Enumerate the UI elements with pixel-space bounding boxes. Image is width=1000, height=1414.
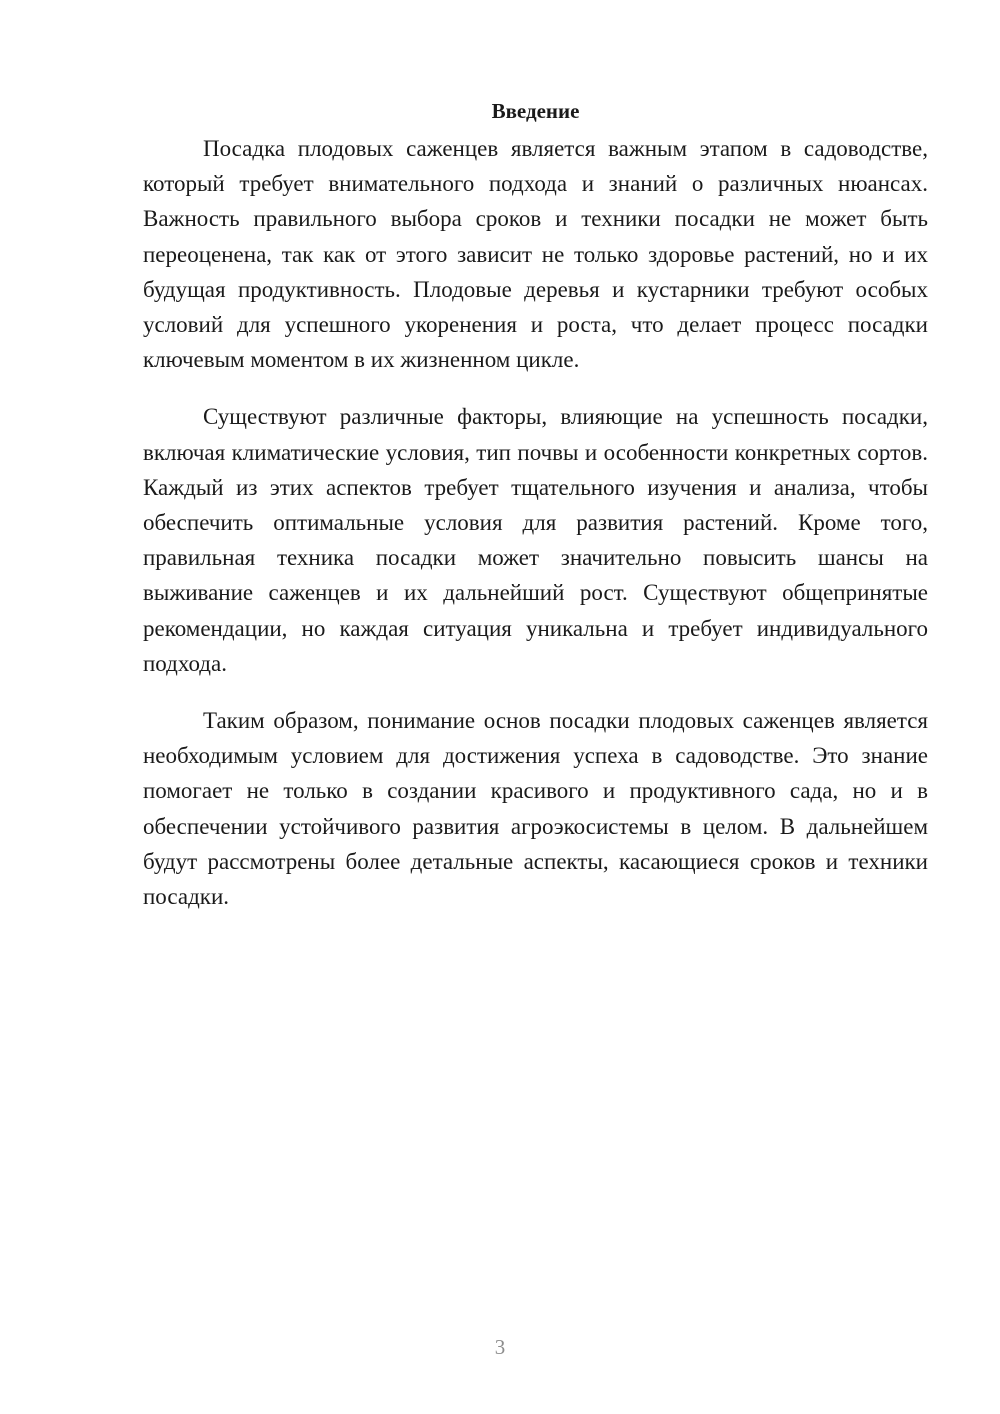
paragraph-2: Существуют различные факторы, влияющие на успешность посадки, включая климатические условия, тип почвы и особенности конкретных сортов. Каждый из этих аспектов требует тщательного изучения и анализа, чтобы обеспечить оптимальные условия для развития растений. Кроме того, правильная техника посадки может значительно повысить шансы на выживание саженцев и их дальнейший рост. Существуют общепринятые рекомендации, но каждая ситуация уникальна и требует индивидуального подхода. (143, 404, 928, 676)
section-title: Введение (491, 99, 580, 123)
page-number: 3 (494, 1335, 506, 1359)
paragraph-3: Таким образом, понимание основ посадки плодовых саженцев является необходимым условием для достижения успеха в садоводстве. Это знание помогает не только в создании красивого и продуктивного сада, но и в обеспечении устойчивого развития агроэкосистемы в целом. В дальнейшем будут рассмотрены более детальные аспекты, касающиеся сроков и техники посадки. (143, 708, 928, 910)
page-content (143, 96, 928, 936)
paragraph-1: Посадка плодовых саженцев является важным этапом в садоводстве, который требует внимательного подхода и знаний о различных нюансах. Важность правильного выбора сроков и техники посадки не может быть переоценена, так как от этого зависит не только здоровье растений, но и их будущая продуктивность. Плодовые деревья и кустарники требуют особых условий для успешного укоренения и роста, что делает процесс посадки ключевым моментом в их жизненном цикле. (143, 136, 928, 373)
